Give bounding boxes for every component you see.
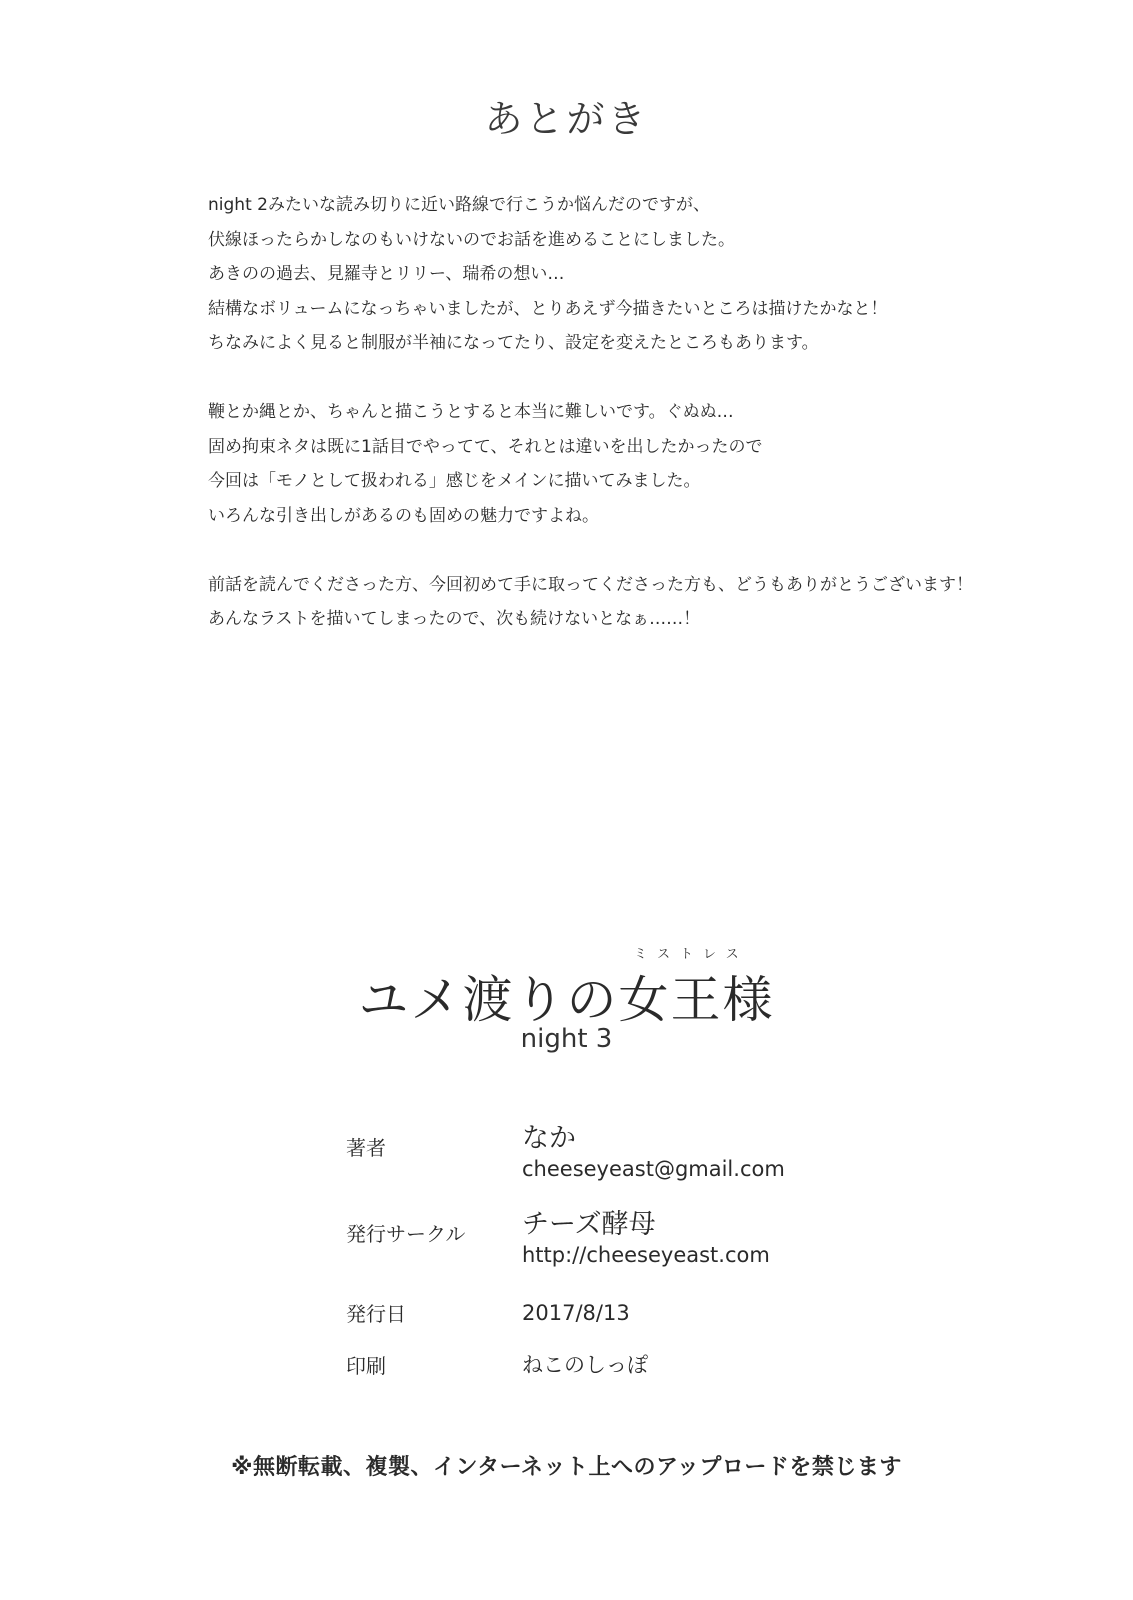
colophon-row-circle <box>346 1208 906 1294</box>
afterword-body <box>208 188 1088 671</box>
afterword-line: 鞭とか縄とか、ちゃんと描こうとすると本当に難しいです。ぐぬぬ… <box>208 402 734 422</box>
print-text: ねこのしっぽ <box>522 1353 648 1377</box>
author-email-link[interactable]: cheeseyeast@gmail.com <box>522 1157 785 1181</box>
author-name: なか <box>522 1123 576 1154</box>
afterword-line: あんなラストを描いてしまったので、次も続けないとなぁ……！ <box>208 609 701 629</box>
colophon-row-date <box>346 1294 906 1346</box>
print-label: 印刷 <box>346 1354 386 1378</box>
circle-label: 発行サークル <box>346 1222 466 1246</box>
print-value <box>522 1346 906 1398</box>
afterword-line: 今回は「モノとして扱われる」感じをメインに描いてみました。 <box>208 471 701 491</box>
afterword-line: 伏線ほったらかしなのもいけないのでお話を進めることにしました。 <box>208 229 735 250</box>
afterword-line: 固め拘束ネタは既に1話目でやってて、それとは違いを出したかったので <box>208 436 763 457</box>
circle-name: チーズ酵母 <box>522 1209 656 1240</box>
date-label: 発行日 <box>346 1302 406 1326</box>
circle-url-link[interactable]: http://cheeseyeast.com <box>522 1243 770 1267</box>
afterword-line: あきのの過去、見羅寺とリリー、瑞希の想い… <box>208 264 565 284</box>
colophon-row-author <box>346 1122 906 1208</box>
date-text: 2017/8/13 <box>522 1301 630 1325</box>
afterword-line: ちなみによく見ると制服が半袖になってたり、設定を変えたところもあります。 <box>208 333 819 353</box>
book-title: ユメ渡りの女王様 <box>358 971 775 1029</box>
colophon <box>346 1122 906 1398</box>
book-title-ruby: ミストレス <box>634 947 749 962</box>
afterword-title: あとがき <box>484 97 649 141</box>
book-subtitle: night 3 <box>520 1024 613 1054</box>
afterword-paragraph-3 <box>208 568 1088 637</box>
afterword-line: いろんな引き出しがあるのも固めの魅力ですよね。 <box>208 505 599 526</box>
afterword-paragraph-2 <box>208 395 1088 533</box>
afterword-paragraph-1 <box>208 188 1088 361</box>
copyright-notice: ※無断転載、複製、インターネット上へのアップロードを禁じます <box>231 1455 902 1480</box>
afterword-line: 結構なボリュームになっちゃいましたが、とりあえず今描きたいところは描けたかなと！ <box>208 298 888 319</box>
colophon-row-print <box>346 1346 906 1398</box>
date-value <box>522 1294 906 1346</box>
author-value <box>522 1122 906 1208</box>
circle-value <box>522 1208 906 1294</box>
author-label: 著者 <box>346 1136 386 1160</box>
afterword-line: 前話を読んでくださった方、今回初めて手に取ってくださった方も、どうもありがとうございます！ <box>208 574 973 595</box>
afterword-line: night 2みたいな読み切りに近い路線で行こうか悩んだのですが、 <box>208 195 710 215</box>
